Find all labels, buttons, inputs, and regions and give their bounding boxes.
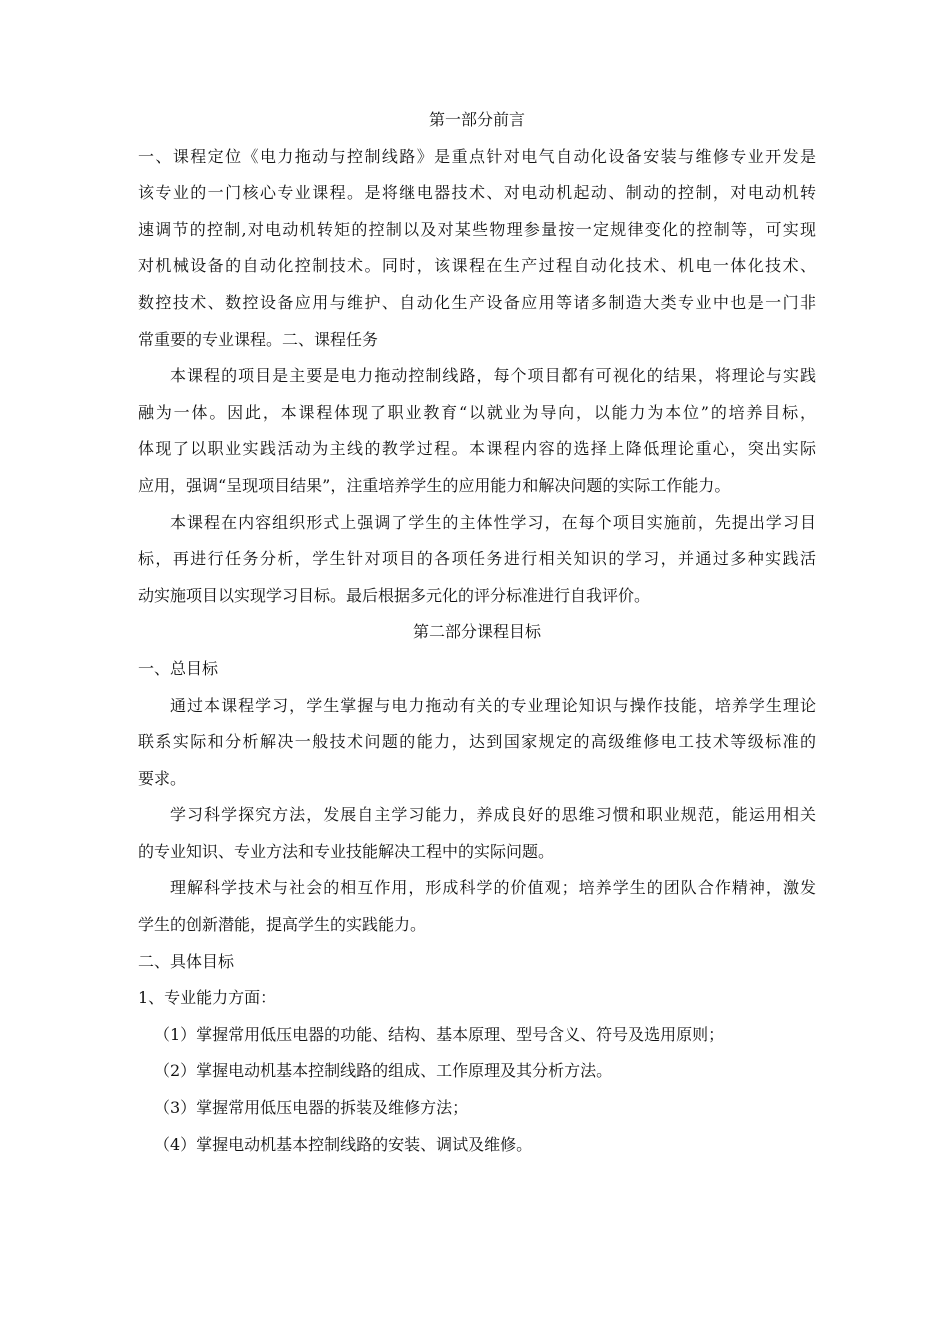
course-task-paragraph-1	[138, 358, 816, 504]
text-line: 联系实际和分析解决一般技术问题的能力，达到国家规定的高级维修电工技术等级标准的	[138, 732, 816, 752]
professional-ability-title: 1、专业能力方面：	[138, 988, 277, 1008]
text-line: 的专业知识、专业方法和专业技能解决工程中的实际问题。	[138, 841, 555, 861]
text-line: 融为一体。因此，本课程体现了职业教育“以就业为导向，以能力为本位”的培养目标，	[138, 402, 816, 422]
list-item: （3）掌握常用低压电器的拆装及维修方法；	[154, 1098, 469, 1118]
part-two-heading: 第二部分课程目标	[412, 622, 541, 642]
list-item: （1）掌握常用低压电器的功能、结构、基本原理、型号含义、符号及选用原则；	[154, 1024, 725, 1044]
part-one-heading: 第一部分前言	[428, 110, 525, 129]
overall-goal-paragraph-1	[138, 688, 816, 798]
text-line: 对机械设备的自动化控制技术。同时，该课程在生产过程自动化技术、机电一体化技术、	[138, 256, 816, 276]
ability-list	[138, 1017, 816, 1163]
text-line: 要求。	[138, 768, 187, 788]
specific-goal-title: 二、具体目标	[138, 951, 235, 971]
text-line: 体现了以职业实践活动为主线的教学过程。本课程内容的选择上降低理论重心，突出实际	[138, 439, 816, 459]
course-task-paragraph-2	[138, 505, 816, 615]
text-line: 数控技术、数控设备应用与维护、自动化生产设备应用等诸多制造大类专业中也是一门非	[138, 292, 816, 312]
overall-goal-paragraph-2	[138, 797, 816, 870]
text-line: 本课程的项目是主要是电力拖动控制线路，每个项目都有可视化的结果，将理论与实践	[170, 366, 816, 386]
overall-goal-paragraph-3	[138, 870, 816, 943]
text-line: 本课程在内容组织形式上强调了学生的主体性学习，在每个项目实施前，先提出学习目	[170, 512, 816, 532]
text-line: 标，再进行任务分析，学生针对项目的各项任务进行相关知识的学习，并通过多种实践活	[138, 549, 816, 569]
text-line: 学习科学探究方法，发展自主学习能力，养成良好的思维习惯和职业规范，能运用相关	[170, 805, 816, 825]
text-line: 学生的创新潜能，提高学生的实践能力。	[138, 915, 427, 935]
text-line: 应用，强调“呈现项目结果”，注重培养学生的应用能力和解决问题的实际工作能力。	[138, 475, 731, 495]
list-item: （2）掌握电动机基本控制线路的组成、工作原理及其分析方法。	[154, 1061, 613, 1081]
text-line: 常重要的专业课程。二、课程任务	[138, 329, 379, 349]
text-line: 理解科学技术与社会的相互作用，形成科学的价值观；培养学生的团队合作精神，激发	[170, 878, 816, 898]
text-line: 动实施项目以实现学习目标。最后根据多元化的评分标准进行自我评价。	[138, 585, 651, 605]
text-line: 该专业的一门核心专业课程。是将继电器技术、对电动机起动、制动的控制，对电动机转	[138, 183, 816, 203]
text-line: 一、课程定位《电力拖动与控制线路》是重点针对电气自动化设备安装与维修专业开发是	[138, 146, 816, 166]
overall-goal-title: 一、总目标	[138, 658, 219, 678]
list-item: （4）掌握电动机基本控制线路的安装、调试及维修。	[154, 1134, 533, 1154]
document-page	[138, 102, 816, 1163]
text-line: 通过本课程学习，学生掌握与电力拖动有关的专业理论知识与操作技能，培养学生理论	[170, 695, 816, 715]
text-line: 速调节的控制,对电动机转矩的控制以及对某些物理参量按一定规律变化的控制等，可实现	[138, 219, 816, 239]
course-positioning-paragraph	[138, 139, 816, 359]
